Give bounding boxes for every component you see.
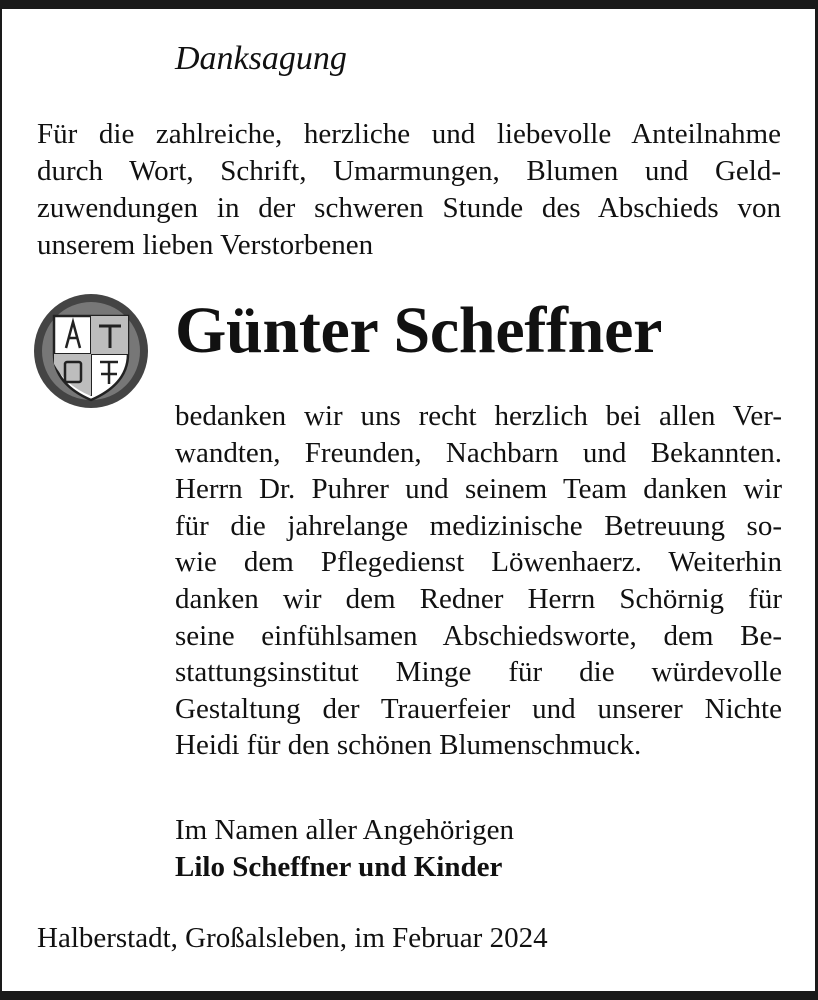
thanks-line: wandten, Freunden, Nachbarn und Bekannten. <box>175 436 782 469</box>
thanks-line: danken wir dem Redner Herrn Schörnig für <box>175 582 782 615</box>
thanks-paragraph <box>175 398 782 764</box>
thanks-line: bedanken wir uns recht herzlich bei allen Ver- <box>175 400 782 432</box>
deceased-name: Günter Scheffner <box>175 294 663 367</box>
craftsman-guild-shield-icon <box>32 292 150 410</box>
thanks-line: stattungsinstitut Minge für die würdevolle <box>175 656 782 689</box>
signature-names: Lilo Scheffner und Kinder <box>175 851 503 883</box>
intro-line: unserem lieben Verstorbenen <box>37 229 374 261</box>
intro-line: durch Wort, Schrift, Umarmungen, Blumen und Geld- <box>37 155 781 187</box>
signature-intro: Im Namen aller Angehörigen <box>175 814 515 846</box>
thanks-line: Gestaltung der Trauerfeier und unserer Nichte <box>175 692 782 725</box>
intro-line: zuwendungen in der schweren Stunde des Abschieds von <box>37 192 781 224</box>
thanks-line: seine einfühlsamen Abschiedsworte, dem Be- <box>175 619 782 652</box>
notice-heading: Danksagung <box>175 40 347 77</box>
place-date: Halberstadt, Großalsleben, im Februar 2024 <box>37 922 548 954</box>
intro-paragraph <box>37 116 781 264</box>
thanks-line: Herrn Dr. Puhrer und seinem Team danken wir <box>175 473 782 506</box>
thanks-line: Heidi für den schönen Blumenschmuck. <box>175 729 642 762</box>
thanks-line: für die jahrelange medizinische Betreuung so- <box>175 509 782 542</box>
intro-line: Für die zahlreiche, herzliche und liebevolle Anteilnahme <box>37 118 781 150</box>
thanks-line: wie dem Pflegedienst Löwenhaerz. Weiterhin <box>175 546 782 579</box>
